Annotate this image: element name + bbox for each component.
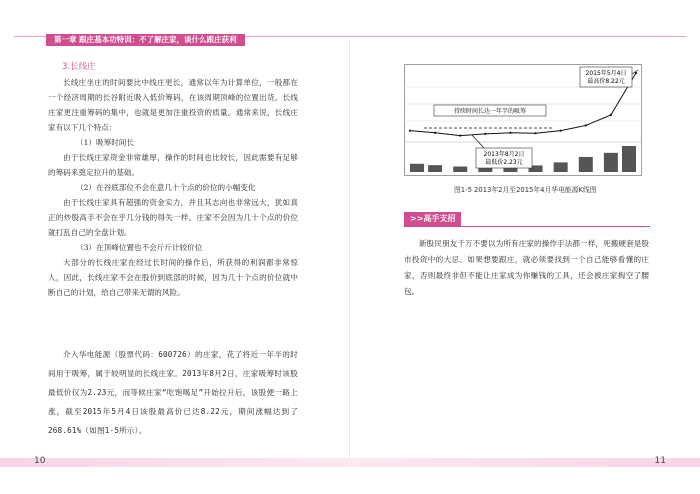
- subheading-2: （2）在谷底部位不会在意几十个点的价位的小幅变化: [76, 183, 256, 192]
- tip-paragraph: 新股民朋友千万不要以为所有庄家的操作手法都一样，死搬硬套是股市投资中的大忌。如果想要跟庄，就必须要找到一个自己能够看懂的庄家，否则最终非但不能让庄家成为你赚钱的工具，还会被庄家掏空了腰包。: [404, 239, 649, 296]
- volume-bar-7: [579, 157, 593, 172]
- volume-bar-8: [604, 153, 618, 172]
- figure-caption: 图1-5 2013年2月至2015年4月华电能源K线图: [454, 186, 597, 194]
- paragraph-3: 大部分的长线庄家在经过长时间的操作后，所获得的利润都非常惊人，因此，长线庄家不会在股价到底部的时候，因为几十个点的价位就中断自己的计划，给自己带来无谓的风险。: [48, 258, 298, 297]
- price-point-0: [409, 130, 411, 132]
- price-point-7: [585, 124, 587, 126]
- page-spine: [349, 40, 350, 460]
- subheading-1: （1）吸筹时间长: [76, 138, 134, 147]
- high-label-price: 最高价8.22元: [587, 78, 625, 85]
- price-point-6: [560, 130, 562, 132]
- price-point-2: [459, 134, 461, 136]
- paragraph-2: 由于长线庄家具有超强的资金实力，并且其志向也非常远大，犹如真正的炒股高手不会在乎几分钱的得失一样，庄家不会因为几十个点的价位就打乱自己的全盘计划。: [48, 198, 298, 237]
- chart-svg: [404, 64, 642, 176]
- case-paragraph: 介入华电能源（股票代码：600726）的庄家，花了将近一年半的时间用于吸筹，属于较明显的长线庄家。2013年8月2日，庄家吸筹时该股最低价仅为2.23元，而等候庄家“吃饱喝足”开始拉升后，该股便一路上涨，截至2015年5月4日该股最高价已达8.22元，期间涨幅达到了268.61%（如图1-5所示）。: [48, 350, 298, 435]
- accumulation-label: 持续时间长达一年半的吸筹: [453, 108, 527, 115]
- paragraph-1: 由于长线庄家资金非常雄厚，操作的时间也比较长，因此需要有足够的筹码来奠定拉升的基础。: [48, 153, 298, 177]
- subheading-3: （3）在顶峰位置也不会斤斤计较价位: [76, 243, 203, 252]
- price-point-8: [610, 114, 612, 116]
- price-point-4: [509, 132, 511, 134]
- left-page-body: [48, 60, 298, 300]
- volume-bar-9: [622, 146, 636, 172]
- footer-band: [0, 458, 700, 467]
- price-point-3: [484, 133, 486, 135]
- case-study: [48, 345, 298, 440]
- chapter-header: 第一章 跟庄基本功特训：不了解庄家，谈什么跟庄获利: [46, 34, 245, 46]
- low-label-date: 2013年8月2日: [483, 151, 525, 158]
- volume-bar-6: [554, 162, 568, 172]
- tip-rule: [404, 226, 650, 227]
- kline-chart: [404, 64, 642, 176]
- volume-bar-1: [428, 165, 442, 172]
- volume-bar-0: [410, 164, 424, 172]
- section-title: 3.长线庄: [62, 62, 96, 72]
- volume-bar-2: [453, 167, 467, 172]
- price-point-5: [534, 132, 536, 134]
- price-point-1: [434, 132, 436, 134]
- page-number-left: 10: [34, 456, 46, 466]
- low-label-price: 最低价2.23元: [485, 159, 523, 166]
- high-label-date: 2015年5月4日: [585, 70, 627, 77]
- page-number-right: 11: [654, 456, 666, 466]
- tip-body: [404, 236, 649, 300]
- tip-title: >>高手支招: [404, 212, 461, 226]
- paragraph-intro: 长线庄坐庄的时间要比中线庄更长，通常以年为计算单位，一般都在一个经济周期的长谷附近吸入低价筹码，在该周期顶峰的位置出货。长线庄家更注重筹码的集中，也就是更加注重投资的质量。通常来说，长线庄家有以下几个特点：: [48, 78, 298, 132]
